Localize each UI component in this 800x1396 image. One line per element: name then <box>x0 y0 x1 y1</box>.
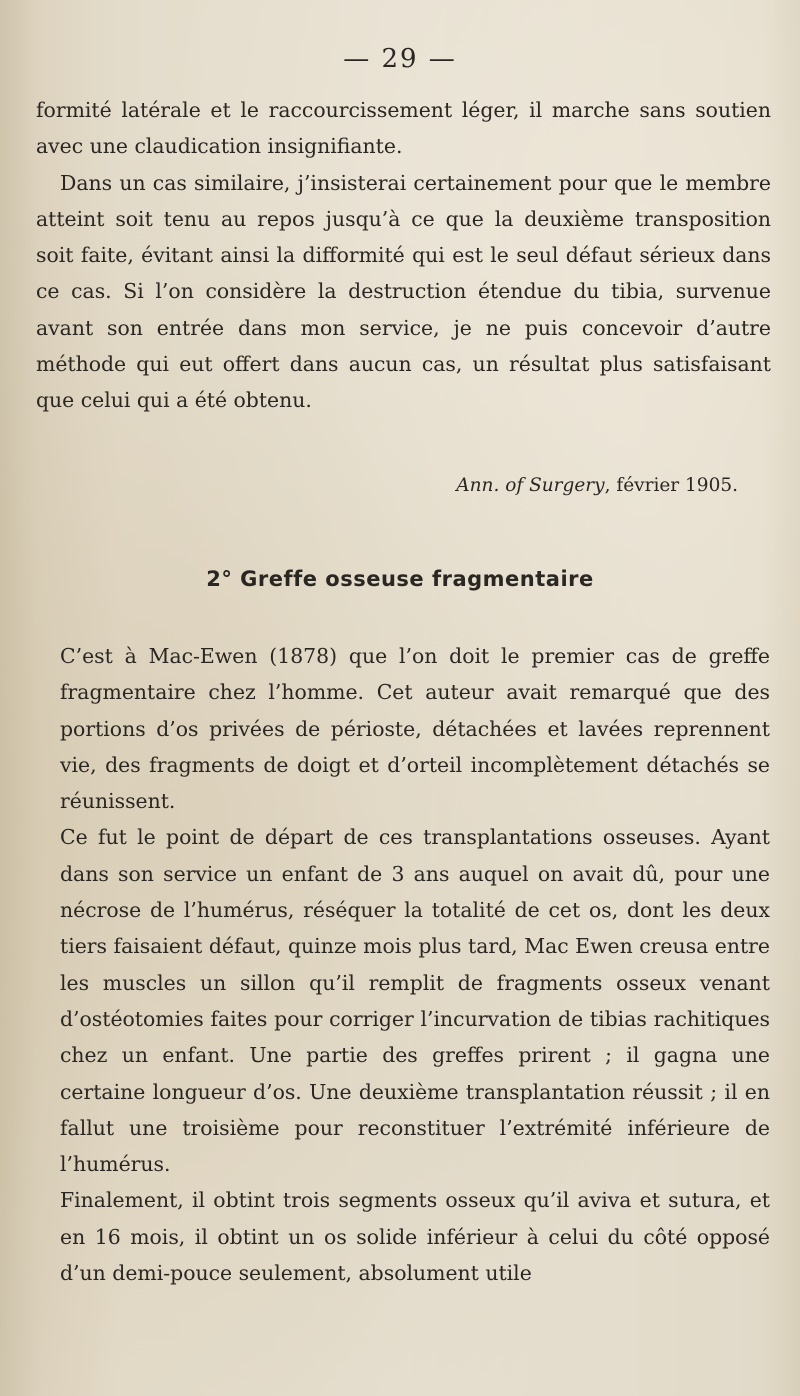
section-body <box>60 638 770 1291</box>
intro-text <box>36 92 771 419</box>
section-paragraph-3: Finalement, il obtint trois segments osseux qu’il aviva et sutura, et en 16 mois, il obtint un os solide inférieur à celui du côté opposé d’un demi-pouce seulement, absolument utile <box>60 1188 770 1286</box>
section-paragraph-2: Ce fut le point de départ de ces transplantations osseuses. Ayant dans son service un enfant de 3 ans auquel on avait dû, pour une nécrose de l’humérus, réséquer la totalité de cet os, dont les deux tiers faisaient défaut, quinze mois plus tard, Mac Ewen creusa entre les muscles un sillon qu’il remplit de fragments osseux venant d’ostéotomies faites pour corriger l’incurvation de tibias rachitiques chez un enfant. Une partie des greffes prirent ; il gagna une certaine longueur d’os. Une deuxième transplantation réussit ; il en fallut une troisième pour reconstituer l’extrémité inférieure de l’humérus. <box>60 825 770 1177</box>
citation-date: , février 1905. <box>604 475 738 496</box>
citation <box>0 475 738 496</box>
intro-paragraph-2: Dans un cas similaire, j’insisterai certainement pour que le membre atteint soit tenu au repos jusqu’à ce que la deuxième transposition soit faite, évitant ainsi la difformité qui est le seul défaut sérieux dans ce cas. Si l’on considère la destruction étendue du tibia, survenue avant son entrée dans mon service, je ne puis concevoir d’autre méthode qui eut offert dans aucun cas, un résultat plus satisfaisant que celui qui a été obtenu. <box>36 170 771 413</box>
page-number: — 29 — <box>343 44 457 74</box>
intro-paragraph-1: formité latérale et le raccourcissement léger, il marche sans soutien avec une claudication insignifiante. <box>36 98 771 159</box>
section-heading: 2° Greffe osseuse fragmentaire <box>206 567 594 591</box>
section-paragraph-1: C’est à Mac-Ewen (1878) que l’on doit le premier cas de greffe fragmentaire chez l’homme. Cet auteur avait remarqué que des portions d’os privées de périoste, détachées et lavées reprennent vie, des fragments de doigt et d’orteil incomplètement détachés se réunissent. <box>60 644 770 814</box>
citation-journal: Ann. of Surgery <box>456 475 605 496</box>
